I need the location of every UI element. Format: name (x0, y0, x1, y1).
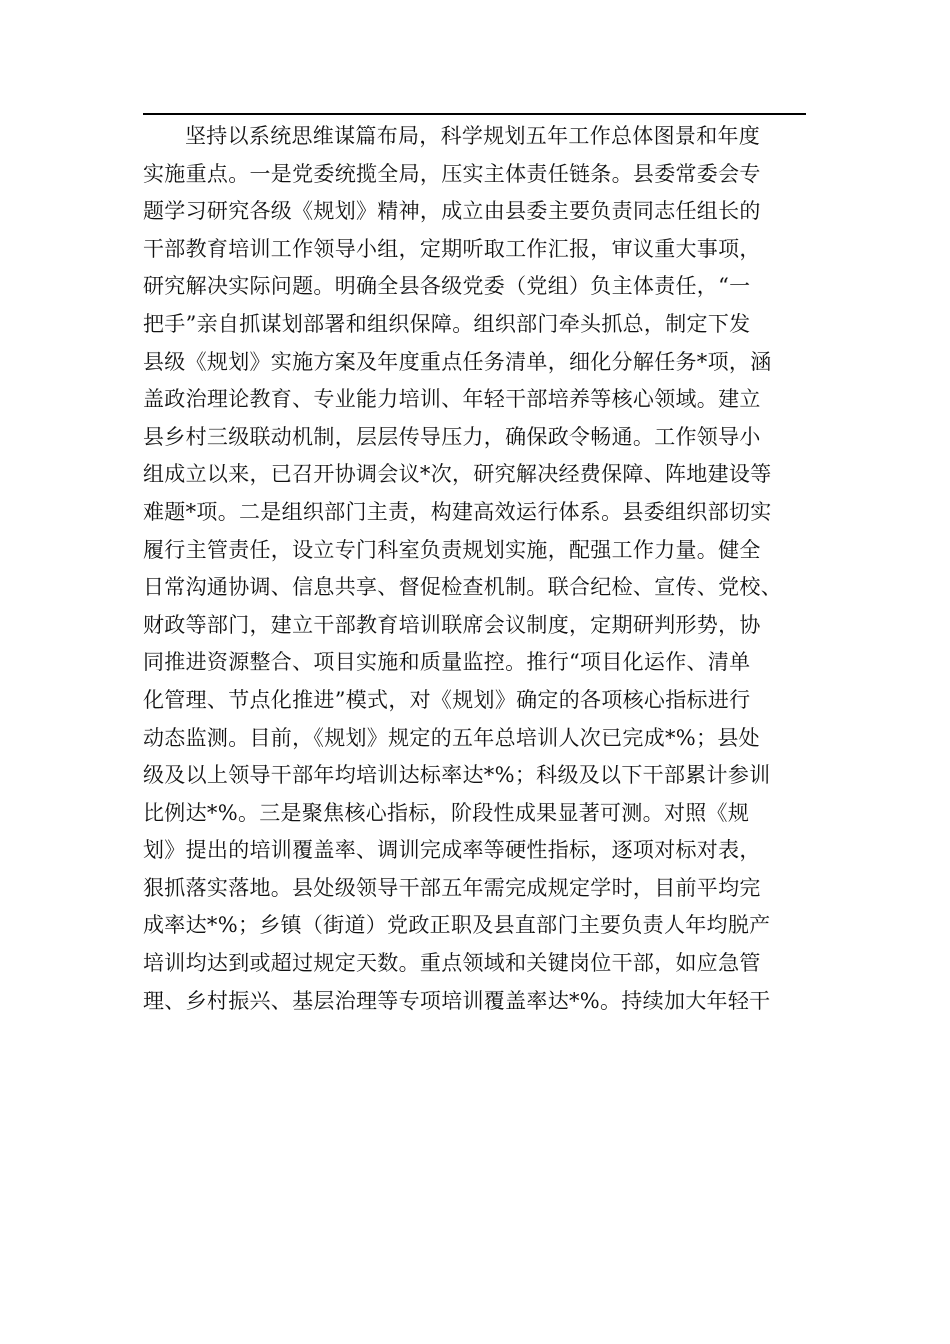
text-line: 狠抓落实落地。县处级领导干部五年需完成规定学时，目前平均完 (143, 875, 761, 900)
text-line: 研究解决实际问题。明确全县各级党委（党组）负主体责任，“一 (143, 274, 751, 299)
text-line: 坚持以系统思维谋篇布局，科学规划五年工作总体图景和年度 (185, 124, 761, 148)
text-line: 实施重点。一是党委统揽全局，压实主体责任链条。县委常委会专 (143, 161, 761, 186)
text-line: 县乡村三级联动机制，层层传导压力，确保政令畅通。工作领导小 (143, 424, 761, 449)
body-paragraph (143, 118, 823, 1020)
text-line: 化管理、节点化推进”模式，对《规划》确定的各项核心指标进行 (143, 687, 751, 712)
text-line: 成率达*%；乡镇（街道）党政正职及县直部门主要负责人年均脱产 (143, 913, 771, 938)
text-line: 组成立以来，已召开协调会议*次，研究解决经费保障、阵地建设等 (143, 462, 772, 487)
text-line: 难题*项。二是组织部门主责，构建高效运行体系。县委组织部切实 (143, 499, 772, 524)
text-line: 干部教育培训工作领导小组，定期听取工作汇报，审议重大事项， (143, 236, 761, 261)
text-line: 把手”亲自抓谋划部署和组织保障。组织部门牵头抓总，制定下发 (143, 311, 751, 336)
text-line: 动态监测。目前，《规划》规定的五年总培训人次已完成*%；县处 (143, 725, 760, 750)
text-line: 理、乡村振兴、基层治理等专项培训覆盖率达*%。持续加大年轻干 (143, 988, 771, 1013)
text-line: 题学习研究各级《规划》精神，成立由县委主要负责同志任组长的 (143, 199, 761, 224)
text-line: 级及以上领导干部年均培训达标率达*%；科级及以下干部累计参训 (143, 763, 771, 788)
text-line: 培训均达到或超过规定天数。重点领域和关键岗位干部，如应急管 (143, 951, 761, 976)
text-line: 同推进资源整合、项目实施和质量监控。推行“项目化运作、清单 (143, 650, 751, 675)
text-line: 县级《规划》实施方案及年度重点任务清单，细化分解任务*项，涵 (143, 349, 772, 374)
text-line: 财政等部门，建立干部教育培训联席会议制度，定期研判形势，协 (143, 612, 761, 637)
text-line: 比例达*%。三是聚焦核心指标，阶段性成果显著可测。对照《规 (143, 800, 750, 825)
text-line: 划》提出的培训覆盖率、调训完成率等硬性指标，逐项对标对表， (143, 838, 761, 863)
text-line: 履行主管责任，设立专门科室负责规划实施，配强工作力量。健全 (143, 537, 761, 562)
text-line: 盖政治理论教育、专业能力培训、年轻干部培养等核心领域。建立 (143, 387, 761, 412)
header-rule (143, 113, 806, 115)
text-line: 日常沟通协调、信息共享、督促检查机制。联合纪检、宣传、党校、 (143, 575, 782, 600)
